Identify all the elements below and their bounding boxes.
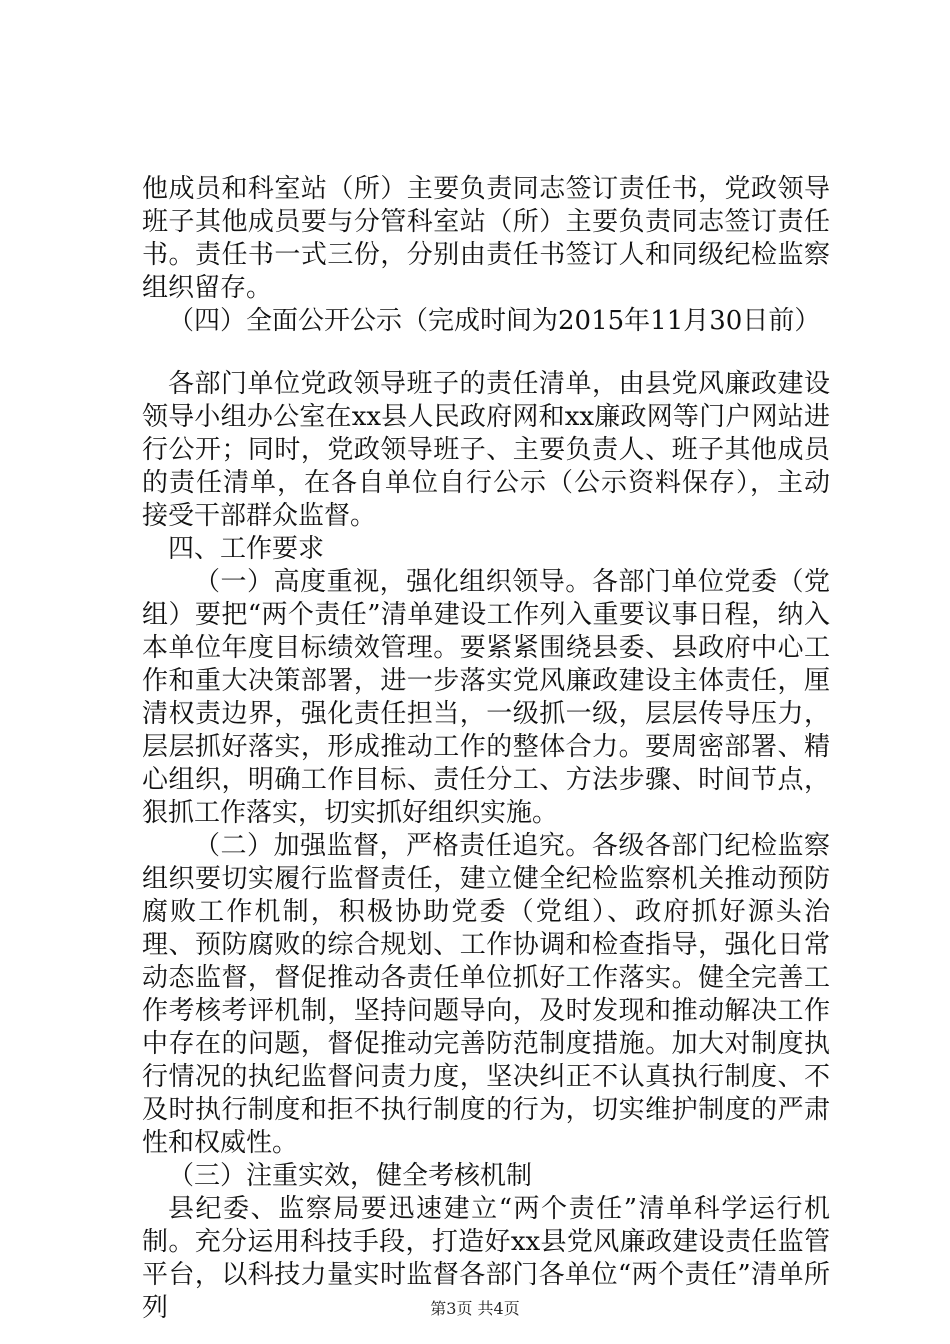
document-body: [142, 173, 830, 1325]
heading-public-disclosure: （四）全面公开公示（完成时间为2015年11月30日前）: [168, 306, 821, 336]
page-number: 第3页 共4页: [430, 1299, 520, 1318]
paragraph-requirement-2: （二）加强监督，严格责任追究。各级各部门纪检监察组织要切实履行监督责任，建立健全纪检监察机关推动预防腐败工作机制，积极协助党委（党组）、政府抓好源头治理、预防腐败的综合规划、工作协调和检查指导，强化日常动态监督，督促推动各责任单位抓好工作落实。健全完善工作考核考评机制，坚持问题导向，及时发现和推动解决工作中存在的问题，督促推动完善防范制度措施。加大对制度执行情况的执纪监督问责力度，坚决纠正不认真执行制度、不及时执行制度和拒不执行制度的行为，切实维护制度的严肃性和权威性。: [142, 831, 830, 1158]
heading-work-requirements: 四、工作要求: [168, 534, 325, 564]
paragraph-requirement-1: （一）高度重视，强化组织领导。各部门单位党委（党组）要把“两个责任”清单建设工作列入重要议事日程，纳入本单位年度目标绩效管理。要紧紧围绕县委、县政府中心工作和重大决策部署，进一步落实党风廉政建设主体责任，厘清权责边界，强化责任担当，一级抓一级，层层传导压力，层层抓好落实，形成推动工作的整体合力。要周密部署、精心组织，明确工作目标、责任分工、方法步骤、时间节点，狠抓工作落实，切实抓好组织实施。: [142, 567, 830, 828]
paragraph-responsibility-letter: 他成员和科室站（所）主要负责同志签订责任书，党政领导班子其他成员要与分管科室站（所）主要负责同志签订责任书。责任书一式三份，分别由责任书签订人和同级纪检监察组织留存。: [142, 174, 830, 303]
paragraph-requirement-3: 县纪委、监察局要迅速建立“两个责任”清单科学运行机制。充分运用科技手段，打造好xx县党风廉政建设责任监管平台，以科技力量实时监督各部门各单位“两个责任”清单所列: [142, 1194, 830, 1323]
heading-requirement-3: （三）注重实效，健全考核机制: [168, 1161, 533, 1191]
paragraph-gap: [142, 338, 830, 368]
paragraph-disclosure-details: 各部门单位党政领导班子的责任清单，由县党风廉政建设领导小组办公室在xx县人民政府网和xx廉政网等门户网站进行公开；同时，党政领导班子、主要负责人、班子其他成员的责任清单，在各自单位自行公示（公示资料保存），主动接受干部群众监督。: [142, 369, 830, 531]
